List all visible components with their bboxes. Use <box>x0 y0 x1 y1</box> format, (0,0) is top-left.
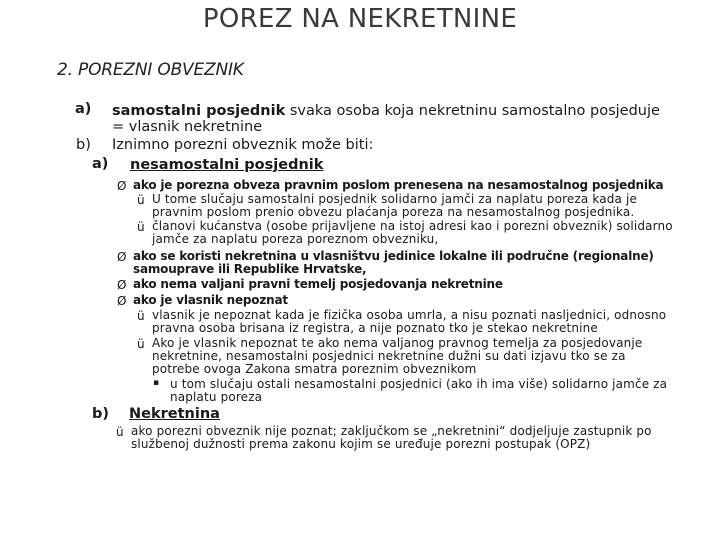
point-3: ako nema valjani pravni temelj posjedovanja nekretnine <box>133 277 503 291</box>
point-1: ako je porezna obveza pravnim poslom prenesena na nesamostalnog posjednika <box>133 178 664 192</box>
point-4-sub-bullet-line-1: u tom slučaju ostali nesamostalni posjednici (ako ih ima više) solidarno jamče za <box>170 377 668 391</box>
point-1-check-2-line-2: jamče za naplatu poreza poreznom obvezniku, <box>152 232 439 246</box>
point-1-check-2-line-1: članovi kućanstva (osobe prijavljene na istoj adresi kao i porezni obveznik) solidarno <box>152 219 673 233</box>
item-a-marker: a) <box>75 101 92 117</box>
arrow-bullet-icon: Ø <box>117 179 127 193</box>
item-a-definition: svaka osoba koja nekretninu samostalno posjeduje <box>285 103 660 119</box>
sub-a-term: nesamostalni posjednik <box>130 157 324 173</box>
sub-b-term: Nekretnina <box>129 406 220 422</box>
point-4-sub-bullet-line-2: naplatu poreza <box>170 390 263 404</box>
point-4-check-1-line-2: pravna osoba brisana iz registra, a nije poznato tko je stekao nekretnine <box>152 321 598 335</box>
arrow-bullet-icon: Ø <box>117 278 127 292</box>
point-1-check-1-line-2: pravnim poslom prenio obvezu plaćanja poreza na nesamostalnog posjednika. <box>152 205 635 219</box>
check-icon: ü <box>116 425 124 439</box>
check-icon: ü <box>137 309 145 323</box>
point-4-check-2-line-2: nekretnine, nesamostalni posjednici nekretnine dužni su dati izjavu tko se za <box>152 349 626 363</box>
sub-b-marker: b) <box>92 406 110 422</box>
check-icon: ü <box>137 337 145 351</box>
item-a-line-1 <box>112 104 660 118</box>
point-4-check-2-line-3: potrebe ovoga Zakona smatra poreznim obveznikom <box>152 362 477 376</box>
arrow-bullet-icon: Ø <box>117 250 127 264</box>
sub-a-marker: a) <box>92 156 109 172</box>
point-4-check-2-line-1: Ako je vlasnik nepoznat te ako nema valjanog pravnog temelja za posjedovanje <box>152 336 643 350</box>
sub-b-check-line-2: službenoj dužnosti prema zakonu kojim se uređuje porezni postupak (OPZ) <box>131 437 591 451</box>
section-heading: 2. POREZNI OBVEZNIK <box>57 60 244 80</box>
item-b-marker: b) <box>76 137 91 153</box>
point-2-line-2: samouprave ili Republike Hrvatske, <box>133 262 367 276</box>
arrow-bullet-icon: Ø <box>117 294 127 308</box>
point-4-check-1-line-1: vlasnik je nepoznat kada je fizička osoba umrla, a nisu poznati nasljednici, odnosno <box>152 308 667 322</box>
item-b-text: Iznimno porezni obveznik može biti: <box>112 137 374 153</box>
page-title: POREZ NA NEKRETNINE <box>202 4 518 34</box>
point-1-check-1-line-1: U tome slučaju samostalni posjednik solidarno jamči za naplatu poreza kada je <box>152 192 638 206</box>
square-bullet-icon: ▪ <box>153 378 160 388</box>
sub-b-check-line-1: ako porezni obveznik nije poznat; zaključkom se „nekretnini“ dodjeljuje zastupnik po <box>131 424 652 438</box>
item-a-term: samostalni posjednik <box>112 103 286 119</box>
item-a-line-2: = vlasnik nekretnine <box>112 119 263 135</box>
point-4: ako je vlasnik nepoznat <box>133 293 288 307</box>
check-icon: ü <box>137 220 145 234</box>
point-2-line-1: ako se koristi nekretnina u vlasništvu jedinice lokalne ili područne (regionalne) <box>133 249 654 263</box>
check-icon: ü <box>137 193 145 207</box>
